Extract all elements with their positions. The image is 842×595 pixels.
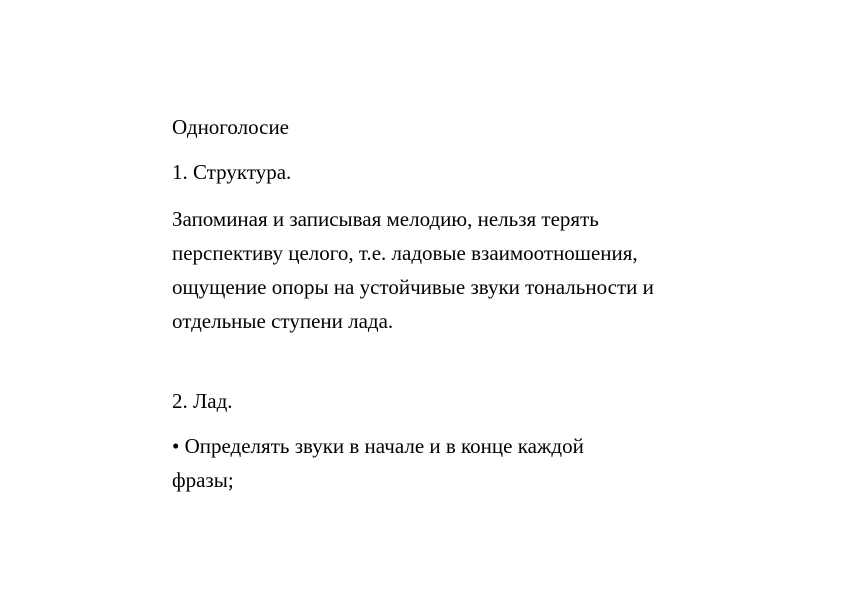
bullet-line: • Определять звуки в начале и в конце каждой: [172, 434, 584, 458]
bullet-line: фразы;: [172, 468, 234, 492]
paragraph-line: отдельные ступени лада.: [172, 309, 394, 333]
section-2-heading: 2. Лад.: [172, 389, 233, 413]
bullet-item: [172, 429, 584, 497]
section-1-heading: 1. Структура.: [172, 160, 292, 184]
paragraph-line: ощущение опоры на устойчивые звуки тональности и: [172, 275, 654, 299]
paragraph-line: перспективу целого, т.е. ладовые взаимоотношения,: [172, 241, 638, 265]
section-1-paragraph: [172, 202, 654, 338]
document-title: Одноголосие: [172, 115, 290, 139]
paragraph-line: Запоминая и записывая мелодию, нельзя терять: [172, 207, 599, 231]
